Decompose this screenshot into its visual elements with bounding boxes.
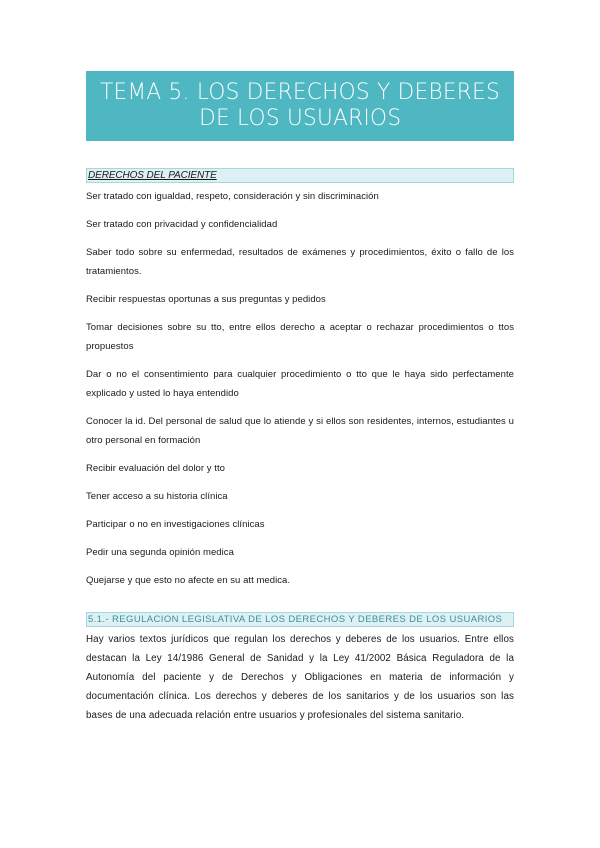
rights-list	[86, 185, 514, 599]
list-item: Conocer la id. Del personal de salud que lo atiende y si ellos son residentes, internos, estudiantes u otro personal en formación	[86, 416, 514, 446]
list-item: Recibir evaluación del dolor y tto	[86, 463, 225, 474]
section-heading-label: 5.1.- REGULACION LEGISLATIVA DE LOS DERECHOS Y DEBERES DE LOS USUARIOS	[88, 614, 503, 625]
title-banner	[86, 71, 514, 141]
title-line-1: TEMA 5. LOS DERECHOS Y DEBERES	[100, 80, 500, 105]
section-heading-label: DERECHOS DEL PACIENTE	[88, 170, 217, 181]
list-item: Pedir una segunda opinión medica	[86, 547, 234, 558]
list-item: Tener acceso a su historia clínica	[86, 491, 228, 502]
list-item: Tomar decisiones sobre su tto, entre ellos derecho a aceptar o rechazar procedimientos o ttos propuestos	[86, 322, 514, 352]
list-item: Participar o no en investigaciones clínicas	[86, 519, 265, 530]
list-item: Recibir respuestas oportunas a sus preguntas y pedidos	[86, 294, 326, 305]
list-item: Ser tratado con igualdad, respeto, consideración y sin discriminación	[86, 191, 379, 202]
title-line-2: DE LOS USUARIOS	[198, 106, 402, 131]
list-item: Quejarse y que esto no afecte en su att medica.	[86, 575, 291, 586]
list-item: Dar o no el consentimiento para cualquier procedimiento o tto que le haya sido perfectamente explicado y usted lo haya entendido	[86, 369, 514, 399]
section-heading-regulacion	[86, 612, 514, 627]
list-item: Saber todo sobre su enfermedad, resultados de exámenes y procedimientos, éxito o fallo de los tratamientos.	[86, 247, 514, 277]
regulation-paragraph: Hay varios textos jurídicos que regulan los derechos y deberes de los usuarios. Entre ellos destacan la Ley 14/1986 General de Sanidad y la Ley 41/2002 Básica Reguladora de la Autonomía del paciente y de Derechos y Obligaciones en materia de información y documentación clínica. Los derechos y deberes de los sanitarios y de los usuarios son las bases de una adecuada relación entre usuarios y profesionales del sistema sanitario.	[86, 634, 514, 721]
list-item: Ser tratado con privacidad y confidencialidad	[86, 219, 278, 230]
section-heading-derechos	[86, 168, 514, 183]
